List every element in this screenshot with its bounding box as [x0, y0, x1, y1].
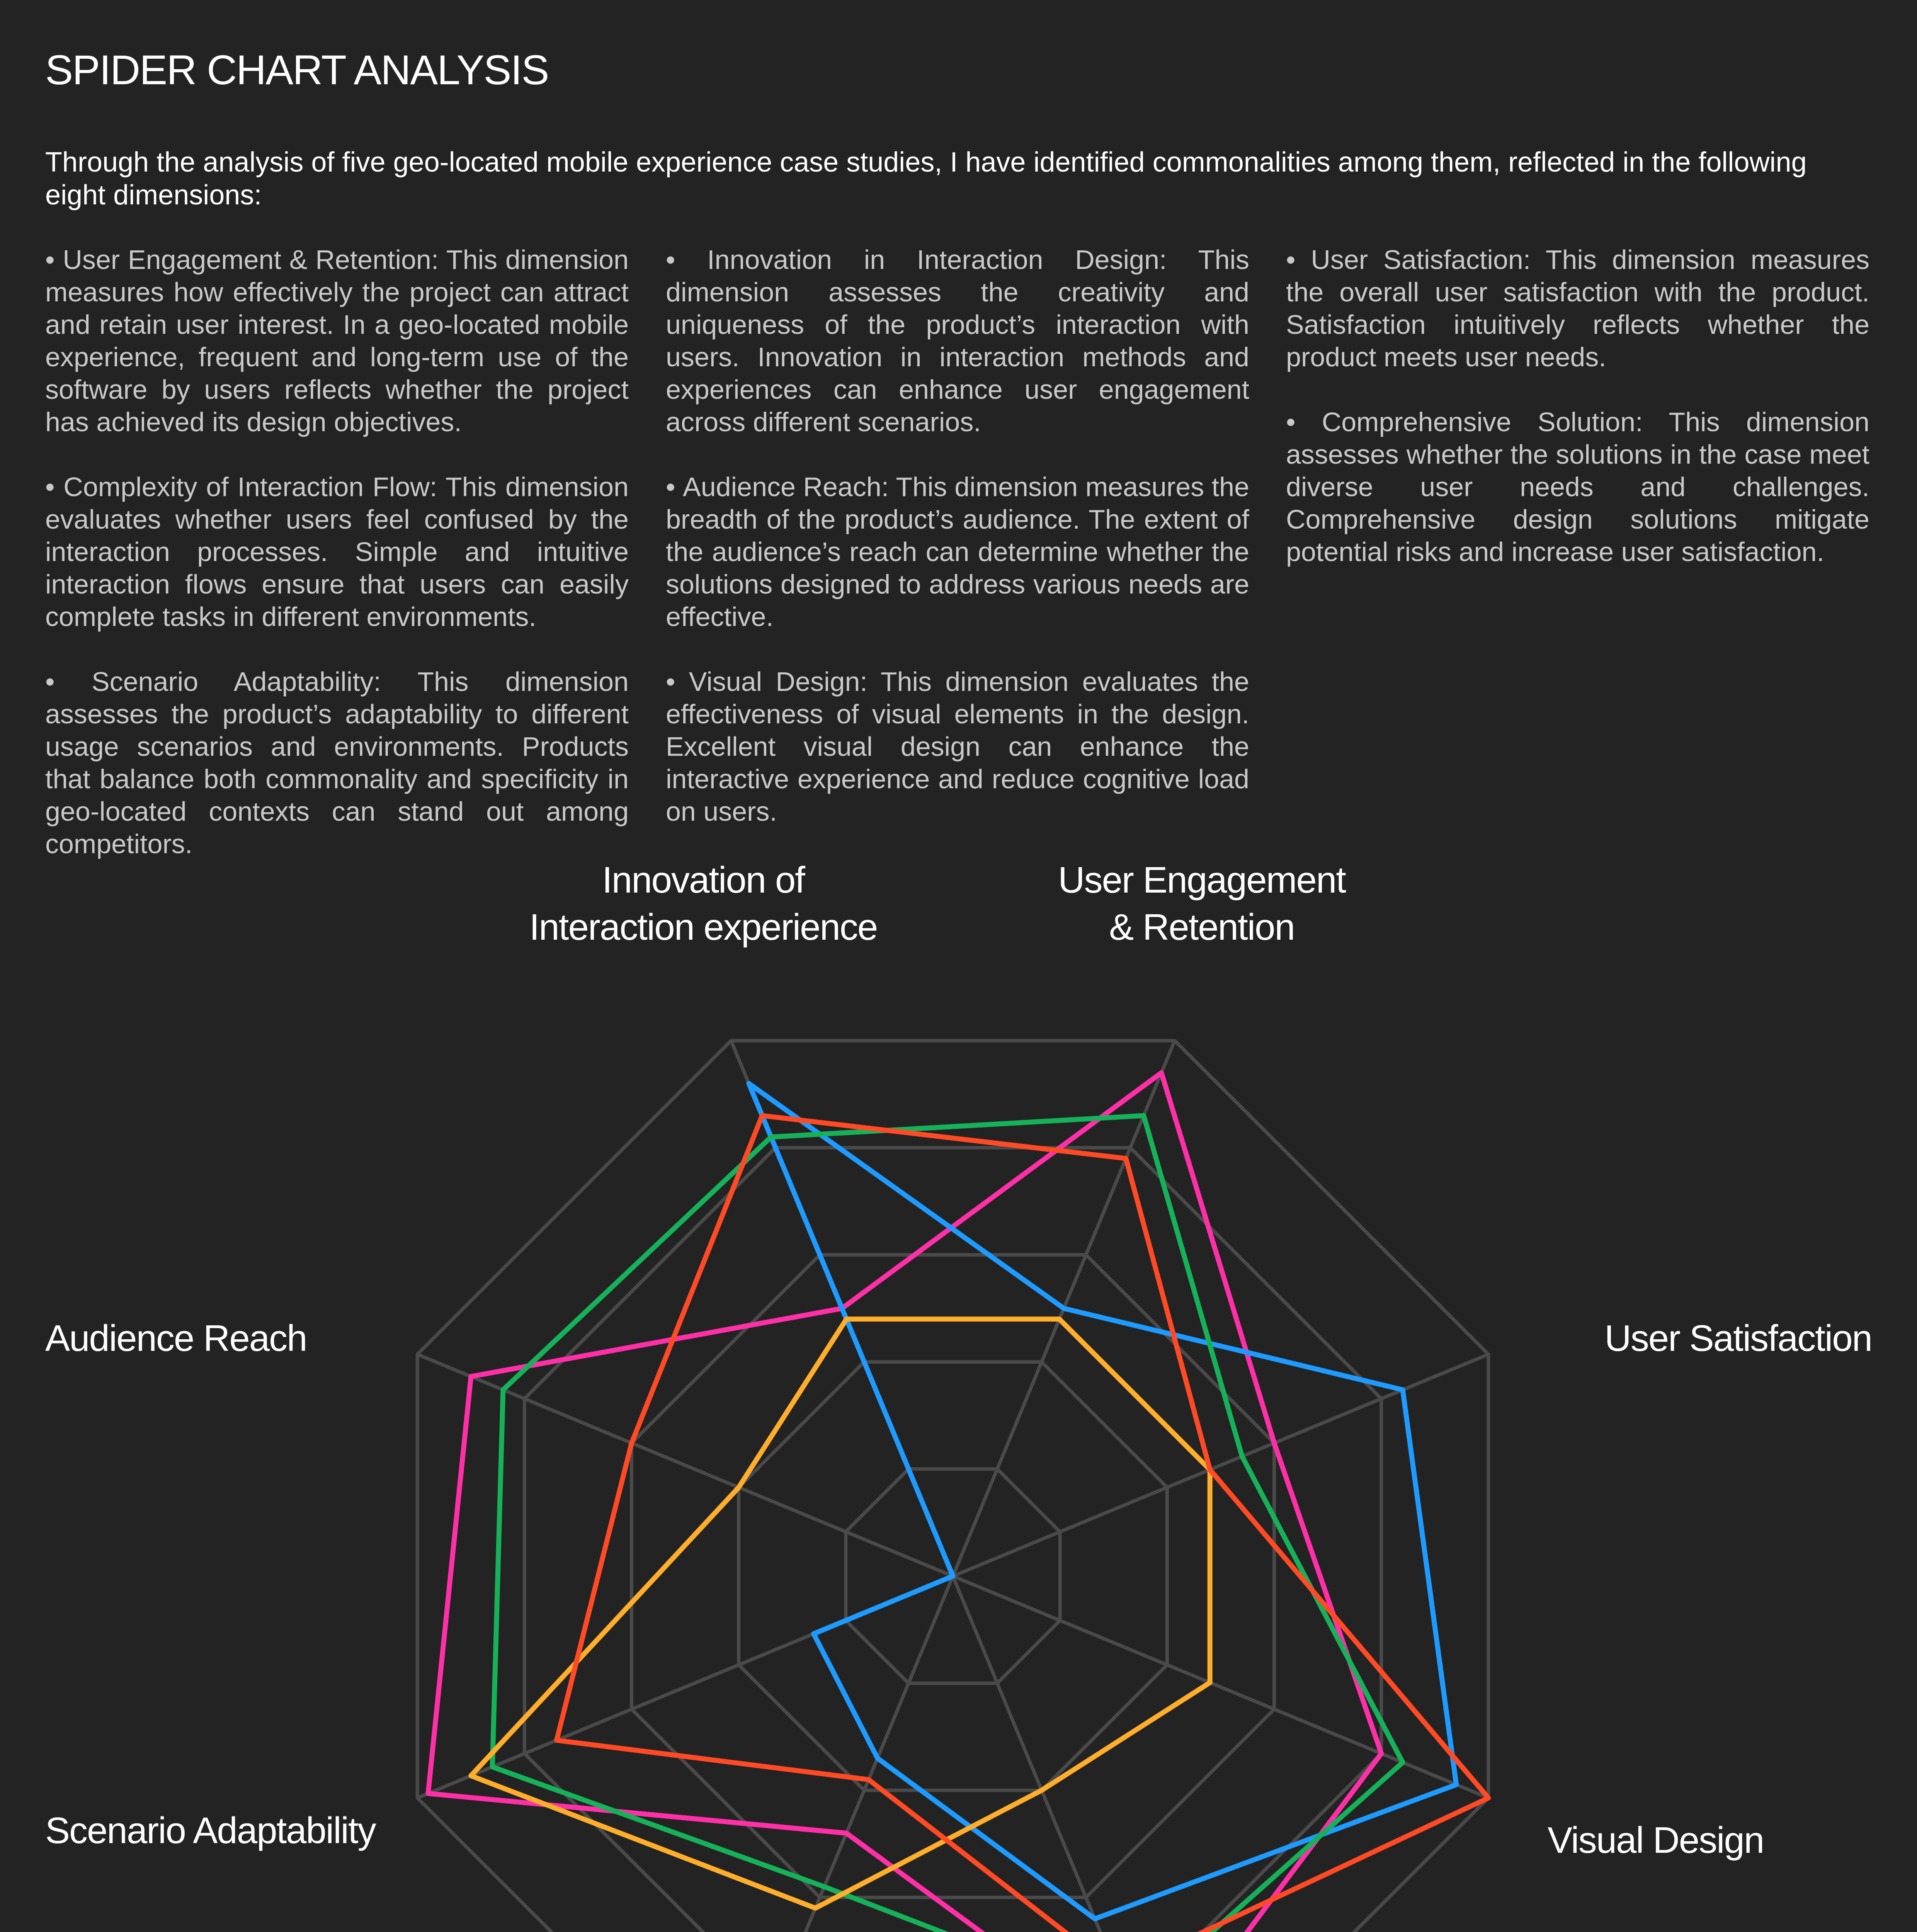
dimension-description: • Scenario Adaptability: This dimension assesses the product’s adaptability to different usage scenarios and environments. Products that balance both commonality and specificity in geo-located contexts can stand out among competitors. [45, 665, 629, 860]
dimension-description: • Complexity of Interaction Flow: This dimension evaluates whether users feel confused by the interaction processes. Simple and intuitive interaction flows ensure that users can easily complete tasks in different environments. [45, 471, 629, 633]
axis-label: Innovation of Interaction experience [529, 859, 878, 948]
dimension-description: • Visual Design: This dimension evaluates the effectiveness of visual elements in the design. Excellent visual design can enhance the interactive experience and reduce cognitive load on users. [666, 665, 1249, 828]
page-title: SPIDER CHART ANALYSIS [45, 46, 549, 93]
intro-paragraph: Through the analysis of five geo-located mobile experience case studies, I have identified commonalities among them, reflected in the following eight dimensions: [45, 147, 1807, 211]
grid-spoke [953, 1576, 1175, 1932]
dimension-description: • User Satisfaction: This dimension measures the overall user satisfaction with the product. Satisfaction intuitively reflects whether the product meets user needs. [1286, 243, 1869, 373]
radar-axis-labels [45, 859, 1872, 1932]
grid-spoke [731, 1576, 953, 1932]
axis-label: User Engagement & Retention [1058, 859, 1345, 948]
axis-label: Visual Design [1548, 1820, 1764, 1861]
series-line-soundmap [471, 1319, 1210, 1908]
dimension-description: • Comprehensive Solution: This dimension assesses whether the solutions in the case meet diverse user needs and challenges. Comprehensive design solutions mitigate potential risks and increase user satisfaction. [1286, 406, 1869, 568]
axis-label: User Satisfaction [1604, 1318, 1872, 1359]
dimension-description: • Innovation in Interaction Design: This dimension assesses the creativity and uniqueness of the product’s interaction with users. Innovation in interaction methods and experiences can enhance user engagement across different scenarios. [666, 243, 1249, 438]
axis-label: Audience Reach [45, 1318, 307, 1359]
dimension-description: • User Engagement & Retention: This dimension measures how effectively the project can attract and retain user interest. In a geo-located mobile experience, frequent and long-term use of the software by users reflects whether the project has achieved its design objectives. [45, 243, 629, 438]
dimension-description: • Audience Reach: This dimension measures the breadth of the product’s audience. The extent of the audience’s reach can determine whether the solutions designed to address various needs are effective. [666, 471, 1249, 633]
axis-label: Scenario Adaptability [45, 1810, 376, 1851]
